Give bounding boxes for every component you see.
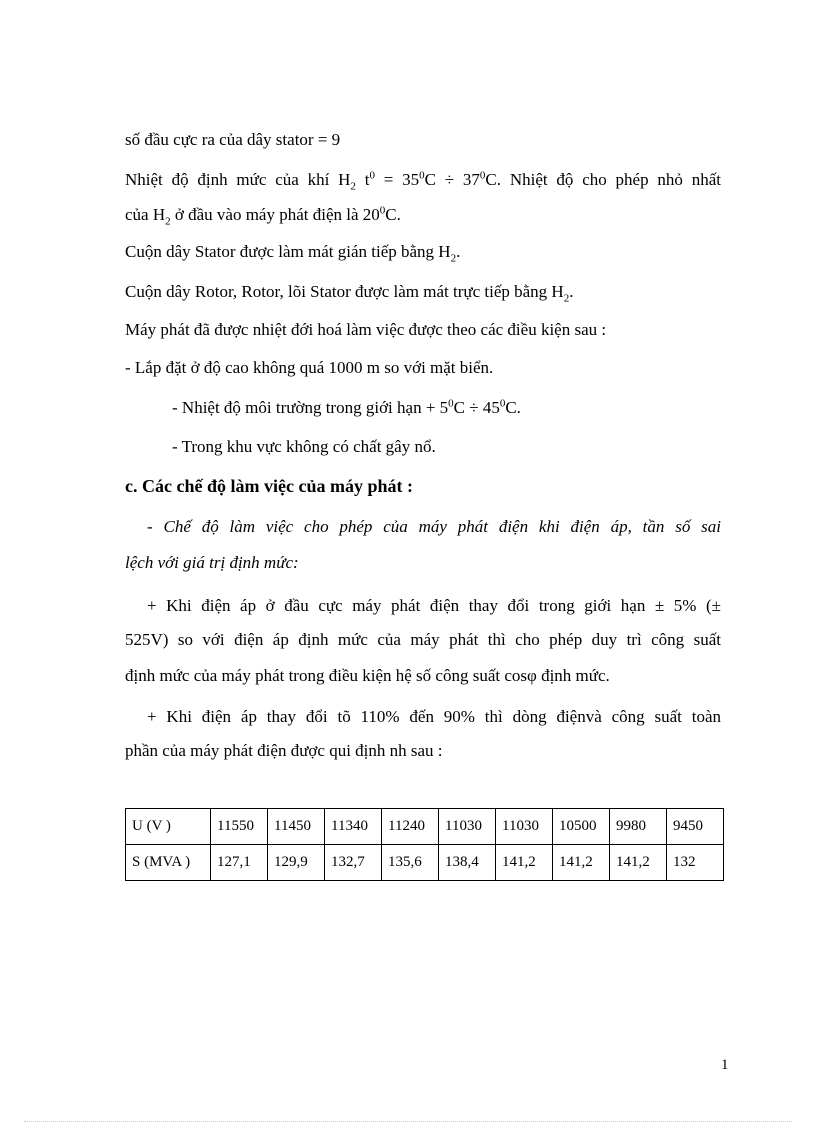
row-label-power: S (MVA ) <box>126 845 211 881</box>
text-line: định mức của máy phát trong điều kiện hệ số công suất cosφ định mức. <box>125 666 610 685</box>
table-cell: 11450 <box>268 809 325 845</box>
text-line: Cuộn dây Stator được làm mát gián tiếp bằng $H_2$. <box>125 242 461 265</box>
text-line: - Trong khu vực không có chất gây nổ. <box>172 437 436 456</box>
text-line: phần của máy phát điện được qui định nh sau : <box>125 741 443 760</box>
text-line: - Chế độ làm việc cho phép của máy phát điện khi điện áp, tần số sai <box>147 517 721 536</box>
text-line: của $H_2$ ở đầu vào máy phát điện là $20^0C$. <box>125 204 401 228</box>
table-cell: 11030 <box>439 809 496 845</box>
text-line: - Nhiệt độ môi trường trong giới hạn + $5^0C \div 45^0C$. <box>172 397 521 417</box>
page-bottom-divider <box>24 1121 792 1122</box>
table-cell: 129,9 <box>268 845 325 881</box>
text-line: + Khi điện áp thay đổi tõ 110% đến 90% thì dòng điệnvà công suất toàn <box>147 707 721 726</box>
table-cell: 141,2 <box>553 845 610 881</box>
row-label-voltage: U (V ) <box>126 809 211 845</box>
table-cell: 132,7 <box>325 845 382 881</box>
text-line: + Khi điện áp ở đầu cực máy phát điện thay đổi trong giới hạn ± 5% (± <box>147 596 721 615</box>
table-cell: 138,4 <box>439 845 496 881</box>
text-line: Cuộn dây Rotor, Rotor, lõi Stator được làm mát trực tiếp bằng $H_2$. <box>125 282 574 305</box>
text-line: số đầu cực ra của dây stator = 9 <box>125 130 341 149</box>
table-cell: 9450 <box>667 809 724 845</box>
page-number: 1 <box>721 1057 729 1073</box>
table-cell: 132 <box>667 845 724 881</box>
table-cell: 11030 <box>496 809 553 845</box>
text-line: Nhiệt độ định mức của khí $H_2$ $t^0 = 35^0C \div 37^0C$. Nhiệt độ cho phép nhỏ nhất <box>125 169 721 193</box>
text-line: - Lắp đặt ở độ cao không quá 1000 m so với mặt biển. <box>125 358 494 377</box>
table-cell: 11240 <box>382 809 439 845</box>
table-cell: 11340 <box>325 809 382 845</box>
table-cell: 9980 <box>610 809 667 845</box>
text-line: Máy phát đã được nhiệt đới hoá làm việc được theo các điều kiện sau : <box>125 320 607 339</box>
table-cell: 10500 <box>553 809 610 845</box>
table-cell: 11550 <box>211 809 268 845</box>
text-line: lệch với giá trị định mức: <box>125 553 299 572</box>
text-line: 525V) so với điện áp định mức của máy phát thì cho phép duy trì công suất <box>125 630 721 649</box>
table-cell: 141,2 <box>496 845 553 881</box>
table-row <box>126 845 724 881</box>
voltage-power-table <box>125 808 724 881</box>
table-row <box>126 809 724 845</box>
table-cell: 127,1 <box>211 845 268 881</box>
table-cell: 141,2 <box>610 845 667 881</box>
table-cell: 135,6 <box>382 845 439 881</box>
section-heading: c. Các chế độ làm việc của máy phát : <box>125 476 413 496</box>
